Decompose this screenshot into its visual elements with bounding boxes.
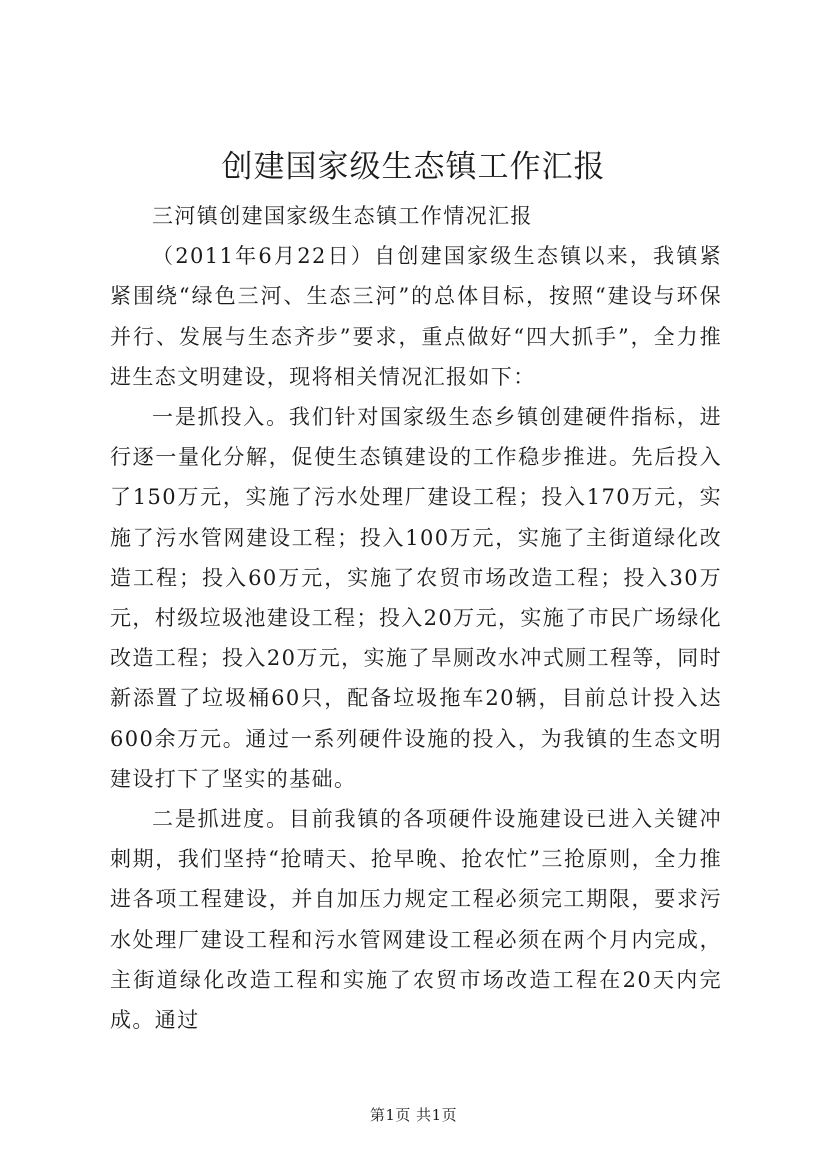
document-title: 创建国家级生态镇工作汇报 bbox=[221, 149, 606, 185]
paragraph-investment: 一是抓投入。我们针对国家级生态乡镇创建硬件指标，进行逐一量化分解，促使生态镇建设的工作稳步推进。先后投入了150万元，实施了污水处理厂建设工程；投入170万元，实施了污水管网建设工程；投入100万元，实施了主街道绿化改造工程；投入60万元，实施了农贸市场改造工程；投入30万元，村级垃圾池建设工程；投入20万元，实施了市民广场绿化改造工程；投入20万元，实施了旱厕改水冲式厕工程等，同时新添置了垃圾桶60只，配备垃圾拖车20辆，目前总计投入达600余万元。通过一系列硬件设施的投入，为我镇的生态文明建设打下了坚实的基础。 bbox=[110, 405, 722, 791]
paragraph-progress: 二是抓进度。目前我镇的各项硬件设施建设已进入关键冲刺期，我们坚持“抢晴天、抢早晚、抢农忙”三抢原则，全力推进各项工程建设，并自加压力规定工程必须完工期限，要求污水处理厂建设工程和污水管网建设工程必须在两个月内完成，主街道绿化改造工程和实施了农贸市场改造工程在20天内完成。通过 bbox=[110, 807, 722, 1033]
paragraph-subtitle: 三河镇创建国家级生态镇工作情况汇报 bbox=[152, 204, 533, 228]
page-footer: 第1页 共1页 bbox=[369, 1106, 458, 1124]
document-body bbox=[110, 196, 722, 1040]
paragraph-intro: （2011年6月22日）自创建国家级生态镇以来，我镇紧紧围绕“绿色三河、生态三河”的总体目标，按照“建设与环保并行、发展与生态齐步”要求，重点做好“四大抓手”，全力推进生态文明建设，现将相关情况汇报如下： bbox=[110, 244, 722, 389]
